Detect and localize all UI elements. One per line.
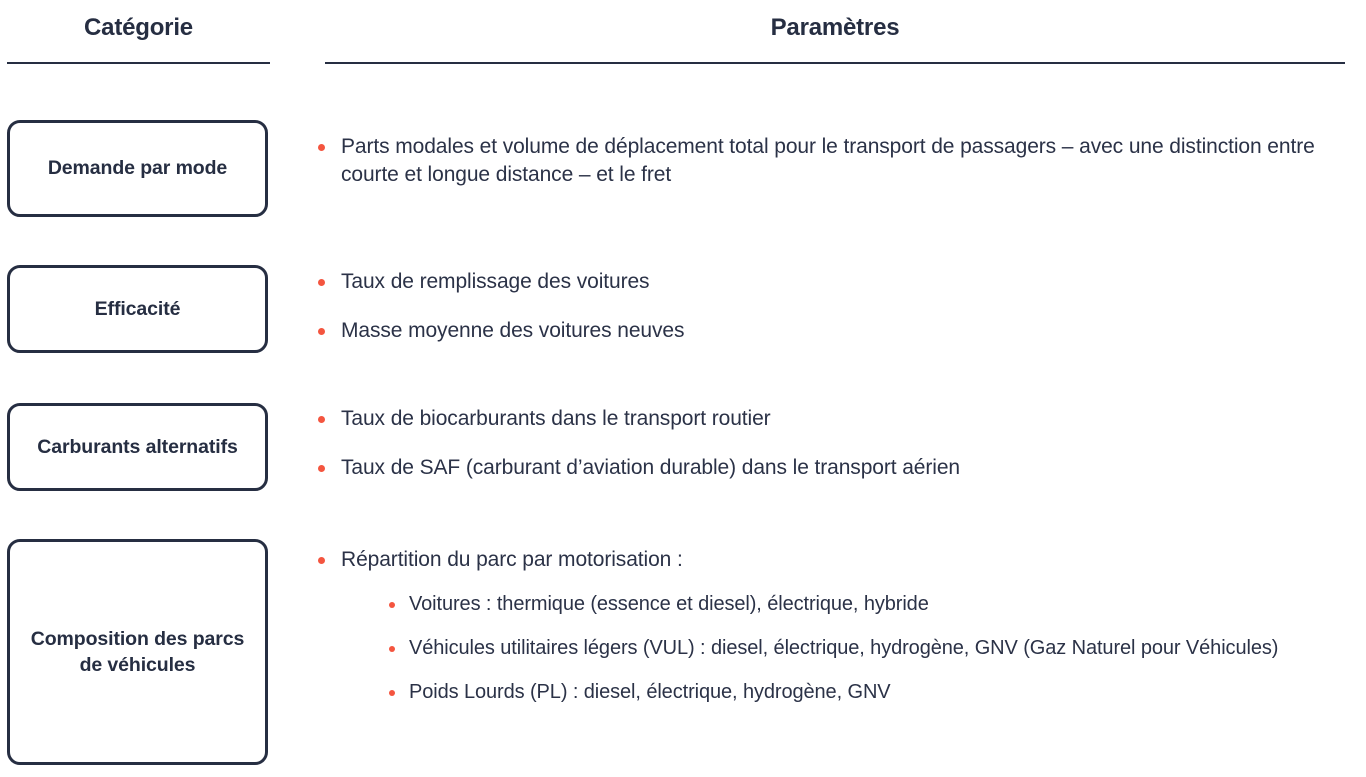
parameters-list [318, 546, 1358, 706]
bullet-dot-icon [318, 144, 325, 151]
bullet-dot-icon [389, 602, 395, 608]
bullet-spacer [318, 662, 1358, 679]
bullet-dot-icon [318, 416, 325, 423]
bullet-text: Répartition du parc par motorisation : [341, 548, 683, 571]
bullet-dot-icon [318, 465, 325, 472]
bullet-text: Poids Lourds (PL) : diesel, électrique, hydrogène, GNV [409, 680, 891, 703]
parameters-list [318, 405, 1358, 482]
parameters-list [318, 268, 1358, 345]
bullet-item [318, 317, 1358, 345]
category-box[interactable] [7, 265, 268, 353]
category-box[interactable] [7, 539, 268, 765]
bullet-text: Parts modales et volume de déplacement total pour le transport de passagers – avec une distinction entre courte et longue distance – et le fret [341, 135, 1315, 187]
category-box-label: Efficacité [94, 297, 181, 320]
bullet-dot-icon [318, 328, 325, 335]
header-cell-category [7, 0, 270, 72]
sub-bullet-item [318, 591, 1358, 618]
header-label-parameters: Paramètres [770, 14, 900, 41]
table-header [0, 0, 1366, 72]
bullet-text: Véhicules utilitaires légers (VUL) : diesel, électrique, hydrogène, GNV (Gaz Naturel pour Véhicules) [409, 636, 1279, 659]
category-box-label: Composition des parcs de véhicules [30, 627, 245, 676]
bullet-item [318, 454, 1358, 482]
bullet-spacer [318, 618, 1358, 635]
bullet-text: Voitures : thermique (essence et diesel), électrique, hybride [409, 593, 929, 616]
bullet-spacer [318, 433, 1358, 454]
bullet-dot-icon [318, 279, 325, 286]
category-box-label: Carburants alternatifs [37, 435, 238, 458]
bullet-item [318, 546, 1358, 574]
category-box-label: Demande par mode [47, 157, 228, 180]
category-box[interactable] [7, 120, 268, 217]
sub-bullet-item [318, 635, 1358, 662]
bullet-text: Taux de biocarburants dans le transport routier [341, 407, 771, 430]
bullet-text: Masse moyenne des voitures neuves [341, 319, 685, 343]
header-cell-parameters [325, 0, 1345, 72]
bullet-dot-icon [389, 646, 395, 652]
category-box[interactable] [7, 403, 268, 491]
bullet-dot-icon [318, 557, 325, 564]
bullet-text: Taux de SAF (carburant d’aviation durable) dans le transport aérien [341, 456, 960, 480]
parameters-list [318, 133, 1358, 189]
bullet-item [318, 405, 1358, 433]
header-divider-parameters [325, 62, 1345, 64]
sub-bullet-item [318, 679, 1358, 706]
bullet-spacer [318, 574, 1358, 591]
bullet-item [318, 268, 1358, 296]
bullet-text: Taux de remplissage des voitures [341, 270, 650, 293]
bullet-spacer [318, 296, 1358, 317]
header-divider-category [7, 62, 270, 64]
header-label-category: Catégorie [84, 14, 193, 41]
bullet-item [318, 133, 1358, 189]
bullet-dot-icon [389, 690, 395, 696]
